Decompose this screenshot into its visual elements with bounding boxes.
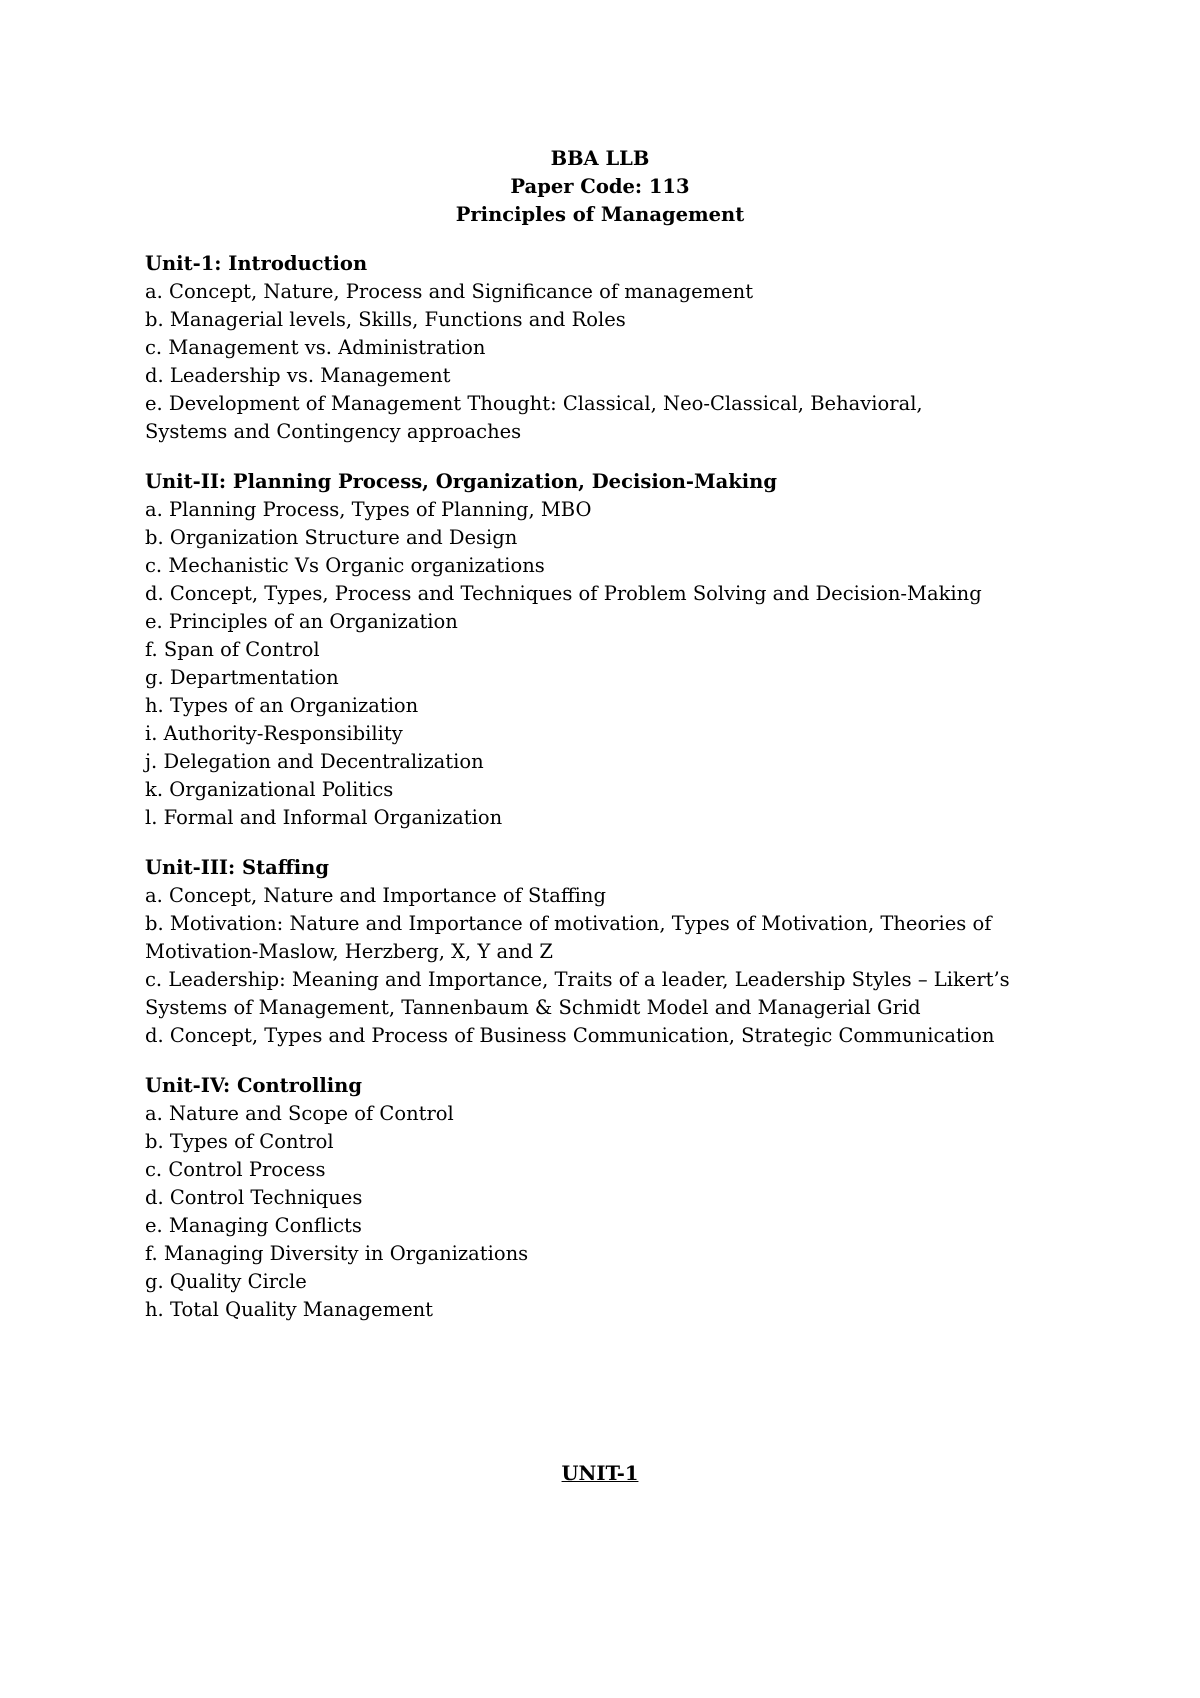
syllabus-content xyxy=(145,250,1025,1346)
list-item: e. Managing Conflicts xyxy=(145,1214,362,1237)
list-item: b. Organization Structure and Design xyxy=(145,526,518,549)
list-item: c. Management vs. Administration xyxy=(145,336,486,359)
list-item: d. Leadership vs. Management xyxy=(145,364,451,387)
list-item: j. Delegation and Decentralization xyxy=(145,750,484,773)
list-item: a. Nature and Scope of Control xyxy=(145,1102,454,1125)
list-item: b. Types of Control xyxy=(145,1130,334,1153)
unit-1-heading: UNIT-1 xyxy=(561,1462,639,1485)
list-item: i. Authority-Responsibility xyxy=(145,722,403,745)
list-item: g. Quality Circle xyxy=(145,1270,307,1293)
list-item: a. Planning Process, Types of Planning, MBO xyxy=(145,498,592,521)
list-item: c. Control Process xyxy=(145,1158,326,1181)
list-item: e. Principles of an Organization xyxy=(145,610,458,633)
list-item: d. Concept, Types and Process of Business Communication, Strategic Communication xyxy=(145,1024,995,1047)
unit-4-section xyxy=(145,1072,1025,1324)
unit-4-title: Unit-IV: Controlling xyxy=(145,1074,362,1097)
list-item: a. Concept, Nature and Importance of Staffing xyxy=(145,884,606,907)
list-item: d. Control Techniques xyxy=(145,1186,363,1209)
program-title: BBA LLB xyxy=(550,147,650,170)
list-item: d. Concept, Types, Process and Techniques of Problem Solving and Decision-Making xyxy=(145,582,982,605)
unit-1-section xyxy=(145,250,1025,446)
list-item: b. Motivation: Nature and Importance of motivation, Types of Motivation, Theories of xyxy=(145,912,992,935)
course-title: Principles of Management xyxy=(455,203,745,226)
list-item: h. Types of an Organization xyxy=(145,694,419,717)
list-item: f. Managing Diversity in Organizations xyxy=(145,1242,529,1265)
document-header xyxy=(0,145,1200,229)
list-item: c. Mechanistic Vs Organic organizations xyxy=(145,554,545,577)
list-item: a. Concept, Nature, Process and Significance of management xyxy=(145,280,754,303)
list-item: b. Managerial levels, Skills, Functions and Roles xyxy=(145,308,626,331)
paper-code: Paper Code: 113 xyxy=(510,175,690,198)
unit-2-section xyxy=(145,468,1025,832)
unit-2-title: Unit-II: Planning Process, Organization, Decision-Making xyxy=(145,470,777,493)
unit-1-title: Unit-1: Introduction xyxy=(145,252,368,275)
unit-3-title: Unit-III: Staffing xyxy=(145,856,329,879)
list-item: f. Span of Control xyxy=(145,638,320,661)
list-item: k. Organizational Politics xyxy=(145,778,394,801)
list-item: e. Development of Management Thought: Classical, Neo-Classical, Behavioral, xyxy=(145,392,923,415)
list-item: h. Total Quality Management xyxy=(145,1298,434,1321)
list-item: g. Departmentation xyxy=(145,666,339,689)
list-item: c. Leadership: Meaning and Importance, Traits of a leader, Leadership Styles – Likert’s xyxy=(145,968,1010,991)
list-item: Systems of Management, Tannenbaum & Schmidt Model and Managerial Grid xyxy=(145,996,921,1019)
list-item: l. Formal and Informal Organization xyxy=(145,806,503,829)
unit-3-section xyxy=(145,854,1025,1050)
list-item: Systems and Contingency approaches xyxy=(145,420,522,443)
list-item: Motivation-Maslow, Herzberg, X, Y and Z xyxy=(145,940,553,963)
